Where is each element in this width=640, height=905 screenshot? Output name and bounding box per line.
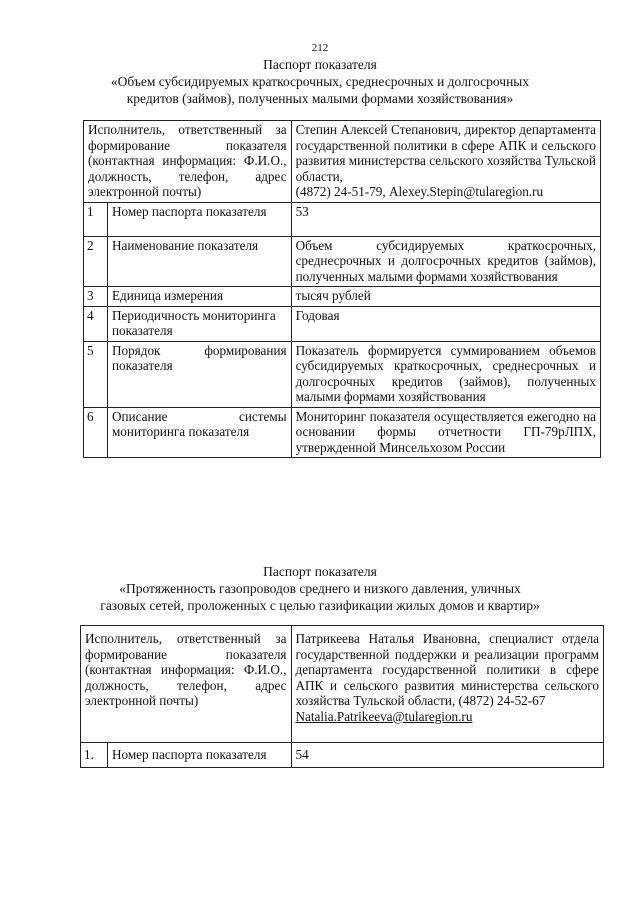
row-label: Единица измерения: [107, 287, 291, 307]
passport1-heading-line: «Объем субсидируемых краткосрочных, среднесрочных и долгосрочных: [110, 74, 530, 89]
executor-label: Исполнитель, ответственный за формирование показателя (контактная информация: Ф.И.О., должность, телефон, адрес электронной почты): [84, 121, 292, 203]
passport2-heading-line: газовых сетей, проложенных с целью газификации жилых домов и квартир»: [100, 598, 540, 613]
row-value: 54: [291, 743, 604, 768]
row-number: 6: [84, 407, 108, 458]
passport2-heading-line: «Протяженность газопроводов среднего и низкого давления, уличных: [119, 581, 521, 596]
passport2-heading-line: Паспорт показателя: [263, 564, 377, 579]
row-number: 3: [84, 287, 108, 307]
row-value: Мониторинг показателя осуществляется ежегодно на основании формы отчетности ГП-79рЛПХ, утвержденной Минсельхозом России: [291, 407, 600, 458]
passport1-heading-line: Паспорт показателя: [263, 57, 377, 72]
executor-name: Патрикеева Наталья Ивановна, специалист отдела государственной поддержки и реализации программ департамента государственной политики в сфере АПК и сельского развития министерства сельского хозяйства Тульской области, (4872) 24-52-67: [295, 631, 599, 708]
table-row: [84, 202, 601, 236]
executor-value: [291, 626, 604, 743]
row-label: Номер паспорта показателя: [107, 202, 291, 236]
row-label: Наименование показателя: [107, 236, 291, 287]
passport2-table: [80, 625, 604, 768]
table-row: [84, 236, 601, 287]
row-label: Периодичность мониторинга показателя: [107, 306, 291, 341]
row-number: 4: [84, 306, 108, 341]
row-number: 2: [84, 236, 108, 287]
row-value: 53: [291, 202, 600, 236]
table-row: [84, 306, 601, 341]
passport1-heading: [60, 56, 580, 107]
passport1-table: [83, 120, 601, 458]
table-row: [81, 743, 604, 768]
passport1-heading-line: кредитов (займов), полученных малыми формами хозяйствования»: [126, 91, 514, 106]
executor-label: Исполнитель, ответственный за формирование показателя (контактная информация: Ф.И.О., должность, телефон, адрес электронной почты): [81, 626, 292, 743]
executor-email-link[interactable]: Natalia.Patrikeeva@tularegion.ru: [295, 708, 473, 724]
table-row: [84, 341, 601, 407]
executor-name: Степин Алексей Степанович, директор департамента государственной политики в сфере АПК и сельского развития министерства сельского хозяйства Тульской области,: [295, 122, 596, 184]
passport2-heading: [60, 563, 580, 614]
executor-contact: (4872) 24-51-79, Alexey.Stepin@tularegion.ru: [295, 184, 544, 199]
row-value: Объем субсидируемых краткосрочных, среднесрочных и долгосрочных кредитов (займов), полученных малыми формами хозяйствования: [291, 236, 600, 287]
row-number: 5: [84, 341, 108, 407]
row-label: Описание системы мониторинга показателя: [107, 407, 291, 458]
row-value: тысяч рублей: [291, 287, 600, 307]
executor-value: [291, 121, 600, 203]
row-number: 1: [84, 202, 108, 236]
row-value: Показатель формируется суммированием объемов субсидируемых краткосрочных, среднесрочных и долгосрочных кредитов (займов), полученных малыми формами хозяйствования: [291, 341, 600, 407]
row-value: Годовая: [291, 306, 600, 341]
row-label: Порядок формирования показателя: [107, 341, 291, 407]
table-row: [81, 626, 604, 743]
table-row: [84, 407, 601, 458]
table-row: [84, 287, 601, 307]
page-number: 212: [311, 42, 329, 54]
row-number: 1.: [81, 743, 108, 768]
table-row: [84, 121, 601, 203]
row-label: Номер паспорта показателя: [107, 743, 291, 768]
